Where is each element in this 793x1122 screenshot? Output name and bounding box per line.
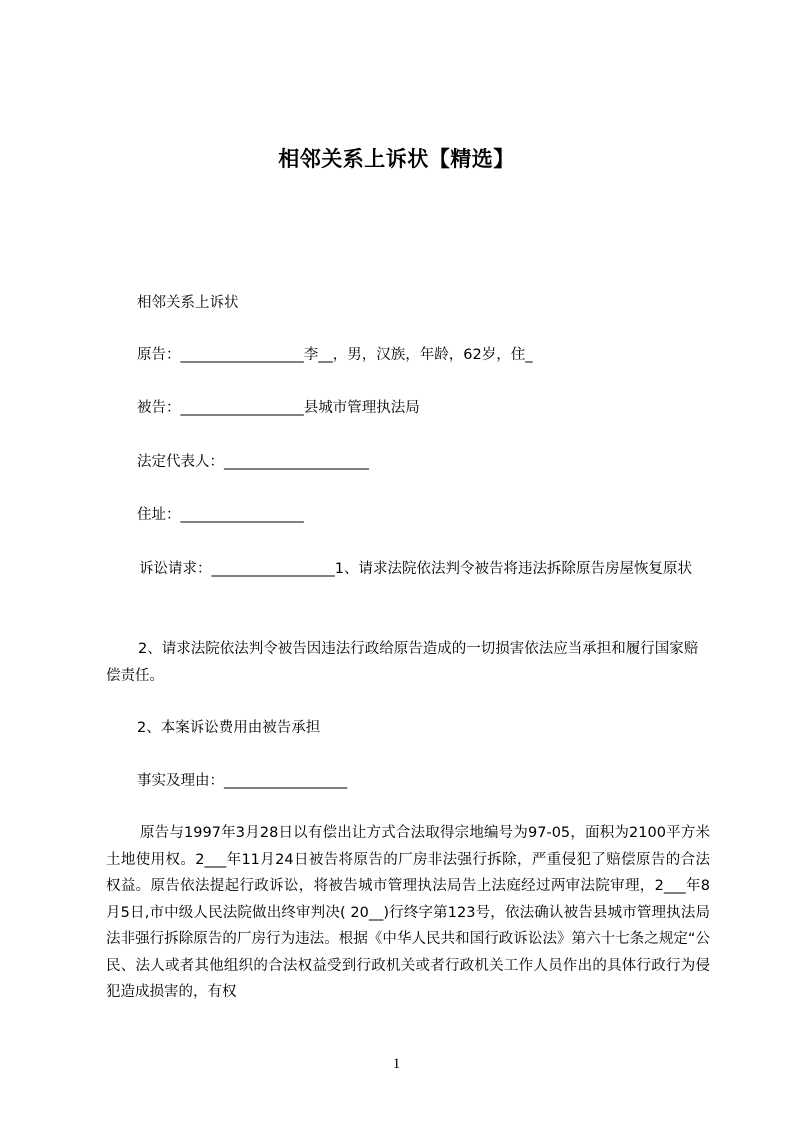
claim-item-1: 诉讼请求：_________________1、请求法院依法判令被告将违法拆除原告房屋恢复原状 — [139, 561, 692, 577]
facts-label: 事实及理由：_________________ — [137, 773, 348, 789]
claim-item-2: 2、请求法院依法判令被告因违法行政给原告造成的一切损害依法应当承担和履行国家赔偿责任。 — [106, 641, 699, 684]
claim-item-3: 2、本案诉讼费用由被告承担 — [137, 720, 321, 736]
legal-representative-line: 法定代表人：____________________ — [137, 454, 369, 470]
defendant-line: 被告：_________________县城市管理执法局 — [137, 400, 420, 416]
document-heading: 相邻关系上诉状 — [137, 295, 239, 311]
page-number: 1 — [392, 1056, 401, 1072]
plaintiff-line: 原告：_________________李__，男，汉族，年龄，62岁，住_ — [137, 347, 533, 363]
facts-paragraph: 原告与1997年3月28日以有偿出让方式合法取得宗地编号为97-05，面积为2100平方米土地使用权。2___年11月24日被告将原告的厂房非法强行拆除，严重侵犯了赔偿原告的合法权益。原告依法提起行政诉讼，将被告城市管理执法局告上法庭经过两审法院审理，2___年8月5日,市中级人民法院做出终审判决( 20__)行终字第123号，依法确认被告县城市管理执法局法非强行拆除原告的厂房行为违法。根据《中华人民共和国行政诉讼法》第六十七条之规定“公民、法人或者其他组织的合法权益受到行政机关或者行政机关工作人员作出的具体行政行为侵犯造成损害的，有权 — [106, 825, 710, 1000]
document-title: 相邻关系上诉状【精选】 — [278, 147, 515, 171]
address-line: 住址：_________________ — [137, 507, 304, 523]
